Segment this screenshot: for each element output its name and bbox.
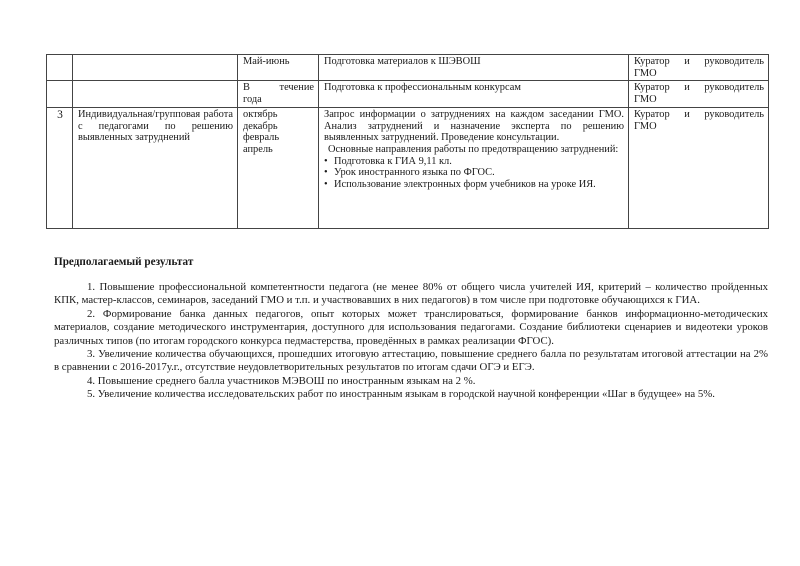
responsible-cell <box>629 108 769 229</box>
responsible-word: руководитель <box>704 82 764 94</box>
period-word: В <box>243 82 250 94</box>
content-directions: Основные направления работы по предотвращению затруднений: <box>328 143 619 155</box>
period-month: февраль <box>243 132 280 144</box>
result-item: 2. Формирование банка данных педагогов, опыт которых может транслироваться, формирование банков информационно-методических материалов, создание методического инструментария, доступного для использования педагогами. Создание библиотеки сценариев и видеотеки уроков различных типов (по итогам городского конкурса педмастерства, проведённых в рамках реализации ФГОС). <box>54 307 768 347</box>
period-month: апрель <box>243 143 273 155</box>
responsible-word: и <box>684 82 690 94</box>
result-item: 5. Увеличение количества исследовательских работ по иностранным языкам в городской научной конференции «Шаг в будущее» на 5%. <box>87 388 715 401</box>
row-number-cell <box>47 55 73 81</box>
content-cell <box>319 108 629 229</box>
period-cell <box>238 108 319 229</box>
result-item: 1. Повышение профессиональной компетентности педагога (не менее 80% от общего числа учителей ИЯ, критерий – количество пройденных КПК, мастер-классов, семинаров, заседаний ГМО и т.п. и участвовавших в них педагогов) в том числе при подготовке обучающихся к ГИА. <box>54 281 768 307</box>
result-item: 3. Увеличение количества обучающихся, прошедших итоговую аттестацию, повышение среднего балла по результатам итоговой аттестации на 2% в сравнении с 2016-2017у.г., отсутствие неудовлетворительных результатов по итогам сдачи ОГЭ и ЕГЭ. <box>54 348 768 374</box>
result-item: 4. Повышение среднего балла участников МЭВОШ по иностранным языкам на 2 %. <box>87 374 476 387</box>
responsible-word: Куратор <box>634 109 670 121</box>
responsible-tail: ГМО <box>634 120 657 132</box>
activity-cell: Индивидуальная/групповая работа с педагогами по решению выявленных затруднений <box>73 108 238 229</box>
responsible-cell <box>629 55 769 81</box>
content-cell: Подготовка материалов к ШЭВОШ <box>319 55 629 81</box>
activity-cell <box>73 81 238 108</box>
row-number-cell <box>47 81 73 108</box>
responsible-word: руководитель <box>704 109 764 121</box>
list-item: • Использование электронных форм учебников на уроке ИЯ. <box>324 179 624 191</box>
row-number-cell: 3 <box>47 108 73 229</box>
table-row <box>47 108 769 229</box>
list-item: • Урок иностранного языка по ФГОС. <box>324 167 624 179</box>
activity-plan-table <box>46 54 769 229</box>
content-cell: Подготовка к профессиональным конкурсам <box>319 81 629 108</box>
period-cell: Май-июнь <box>238 55 319 81</box>
period-month: октябрь <box>243 109 278 121</box>
responsible-word: и <box>684 56 690 67</box>
period-word: течение <box>279 82 314 94</box>
results-list <box>54 281 768 402</box>
responsible-tail: ГМО <box>634 93 657 105</box>
table-row <box>47 55 769 81</box>
directions-list <box>324 156 624 191</box>
period-month: декабрь <box>243 120 278 132</box>
period-tail: года <box>243 93 262 105</box>
responsible-word: и <box>684 109 690 121</box>
responsible-tail: ГМО <box>634 67 657 79</box>
responsible-word: Куратор <box>634 56 670 67</box>
responsible-word: Куратор <box>634 82 670 94</box>
responsible-word: руководитель <box>704 56 764 67</box>
period-cell <box>238 81 319 108</box>
activity-cell <box>73 55 238 81</box>
section-heading: Предполагаемый результат <box>54 256 194 268</box>
table-row <box>47 81 769 108</box>
list-item: • Подготовка к ГИА 9,11 кл. <box>324 156 624 168</box>
content-intro: Запрос информации о затруднениях на каждом заседании ГМО. Анализ затруднений и назначение эксперта по решению выявленных затруднений. Проведение консультации. <box>324 109 624 144</box>
responsible-cell <box>629 81 769 108</box>
